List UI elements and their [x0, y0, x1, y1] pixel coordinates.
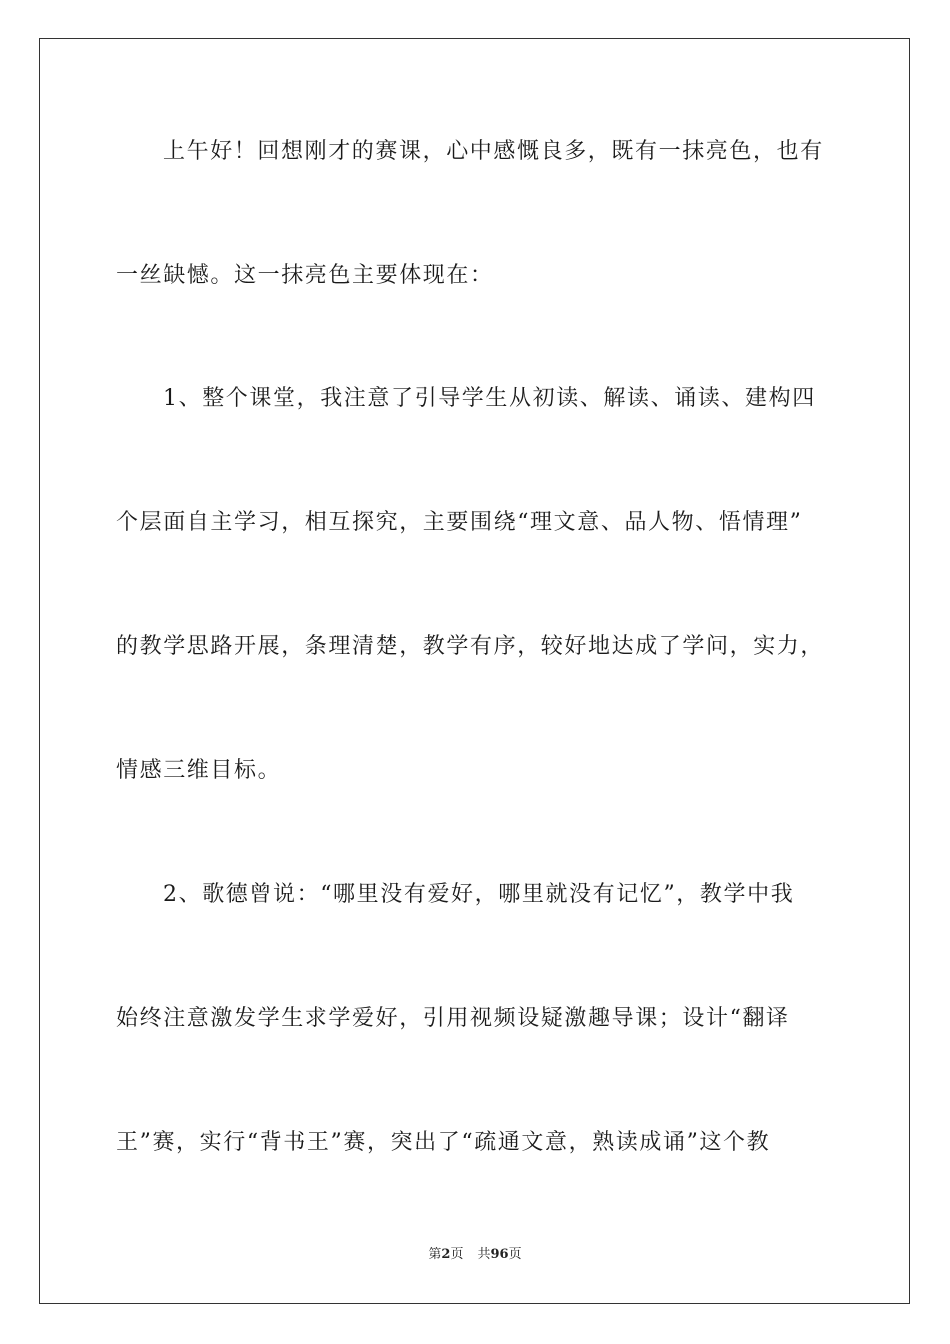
total-suffix: 页	[508, 1247, 522, 1262]
page-number: 2	[441, 1247, 451, 1262]
text-line: 上午好！回想刚才的赛课，心中感慨良多，既有一抹亮色，也有	[163, 139, 824, 164]
page-footer	[0, 1246, 950, 1264]
total-prefix: 共	[477, 1247, 491, 1262]
text-line: 的教学思路开展，条理清楚，教学有序，较好地达成了学问，实力，	[116, 634, 825, 659]
text-line: 一丝缺憾。这一抹亮色主要体现在：	[116, 263, 494, 288]
text-line: 个层面自主学习，相互探究，主要围绕“理文意、品人物、悟情理”	[116, 510, 803, 535]
text-line: 1、整个课堂，我注意了引导学生从初读、解读、诵读、建构四	[163, 386, 816, 411]
text-line: 2、歌德曾说：“哪里没有爱好，哪里就没有记忆”，教学中我	[163, 882, 795, 907]
text-line: 王”赛，实行“背书王”赛，突出了“疏通文意，熟读成诵”这个教	[116, 1130, 771, 1155]
page-border	[39, 38, 910, 1304]
text-line: 情感三维目标。	[116, 758, 282, 783]
text-line: 始终注意激发学生求学爱好，引用视频设疑激趣导课；设计“翻译	[116, 1006, 790, 1031]
page-prefix: 第	[428, 1247, 442, 1262]
total-pages: 96	[490, 1247, 509, 1262]
page-suffix: 页	[450, 1247, 464, 1262]
